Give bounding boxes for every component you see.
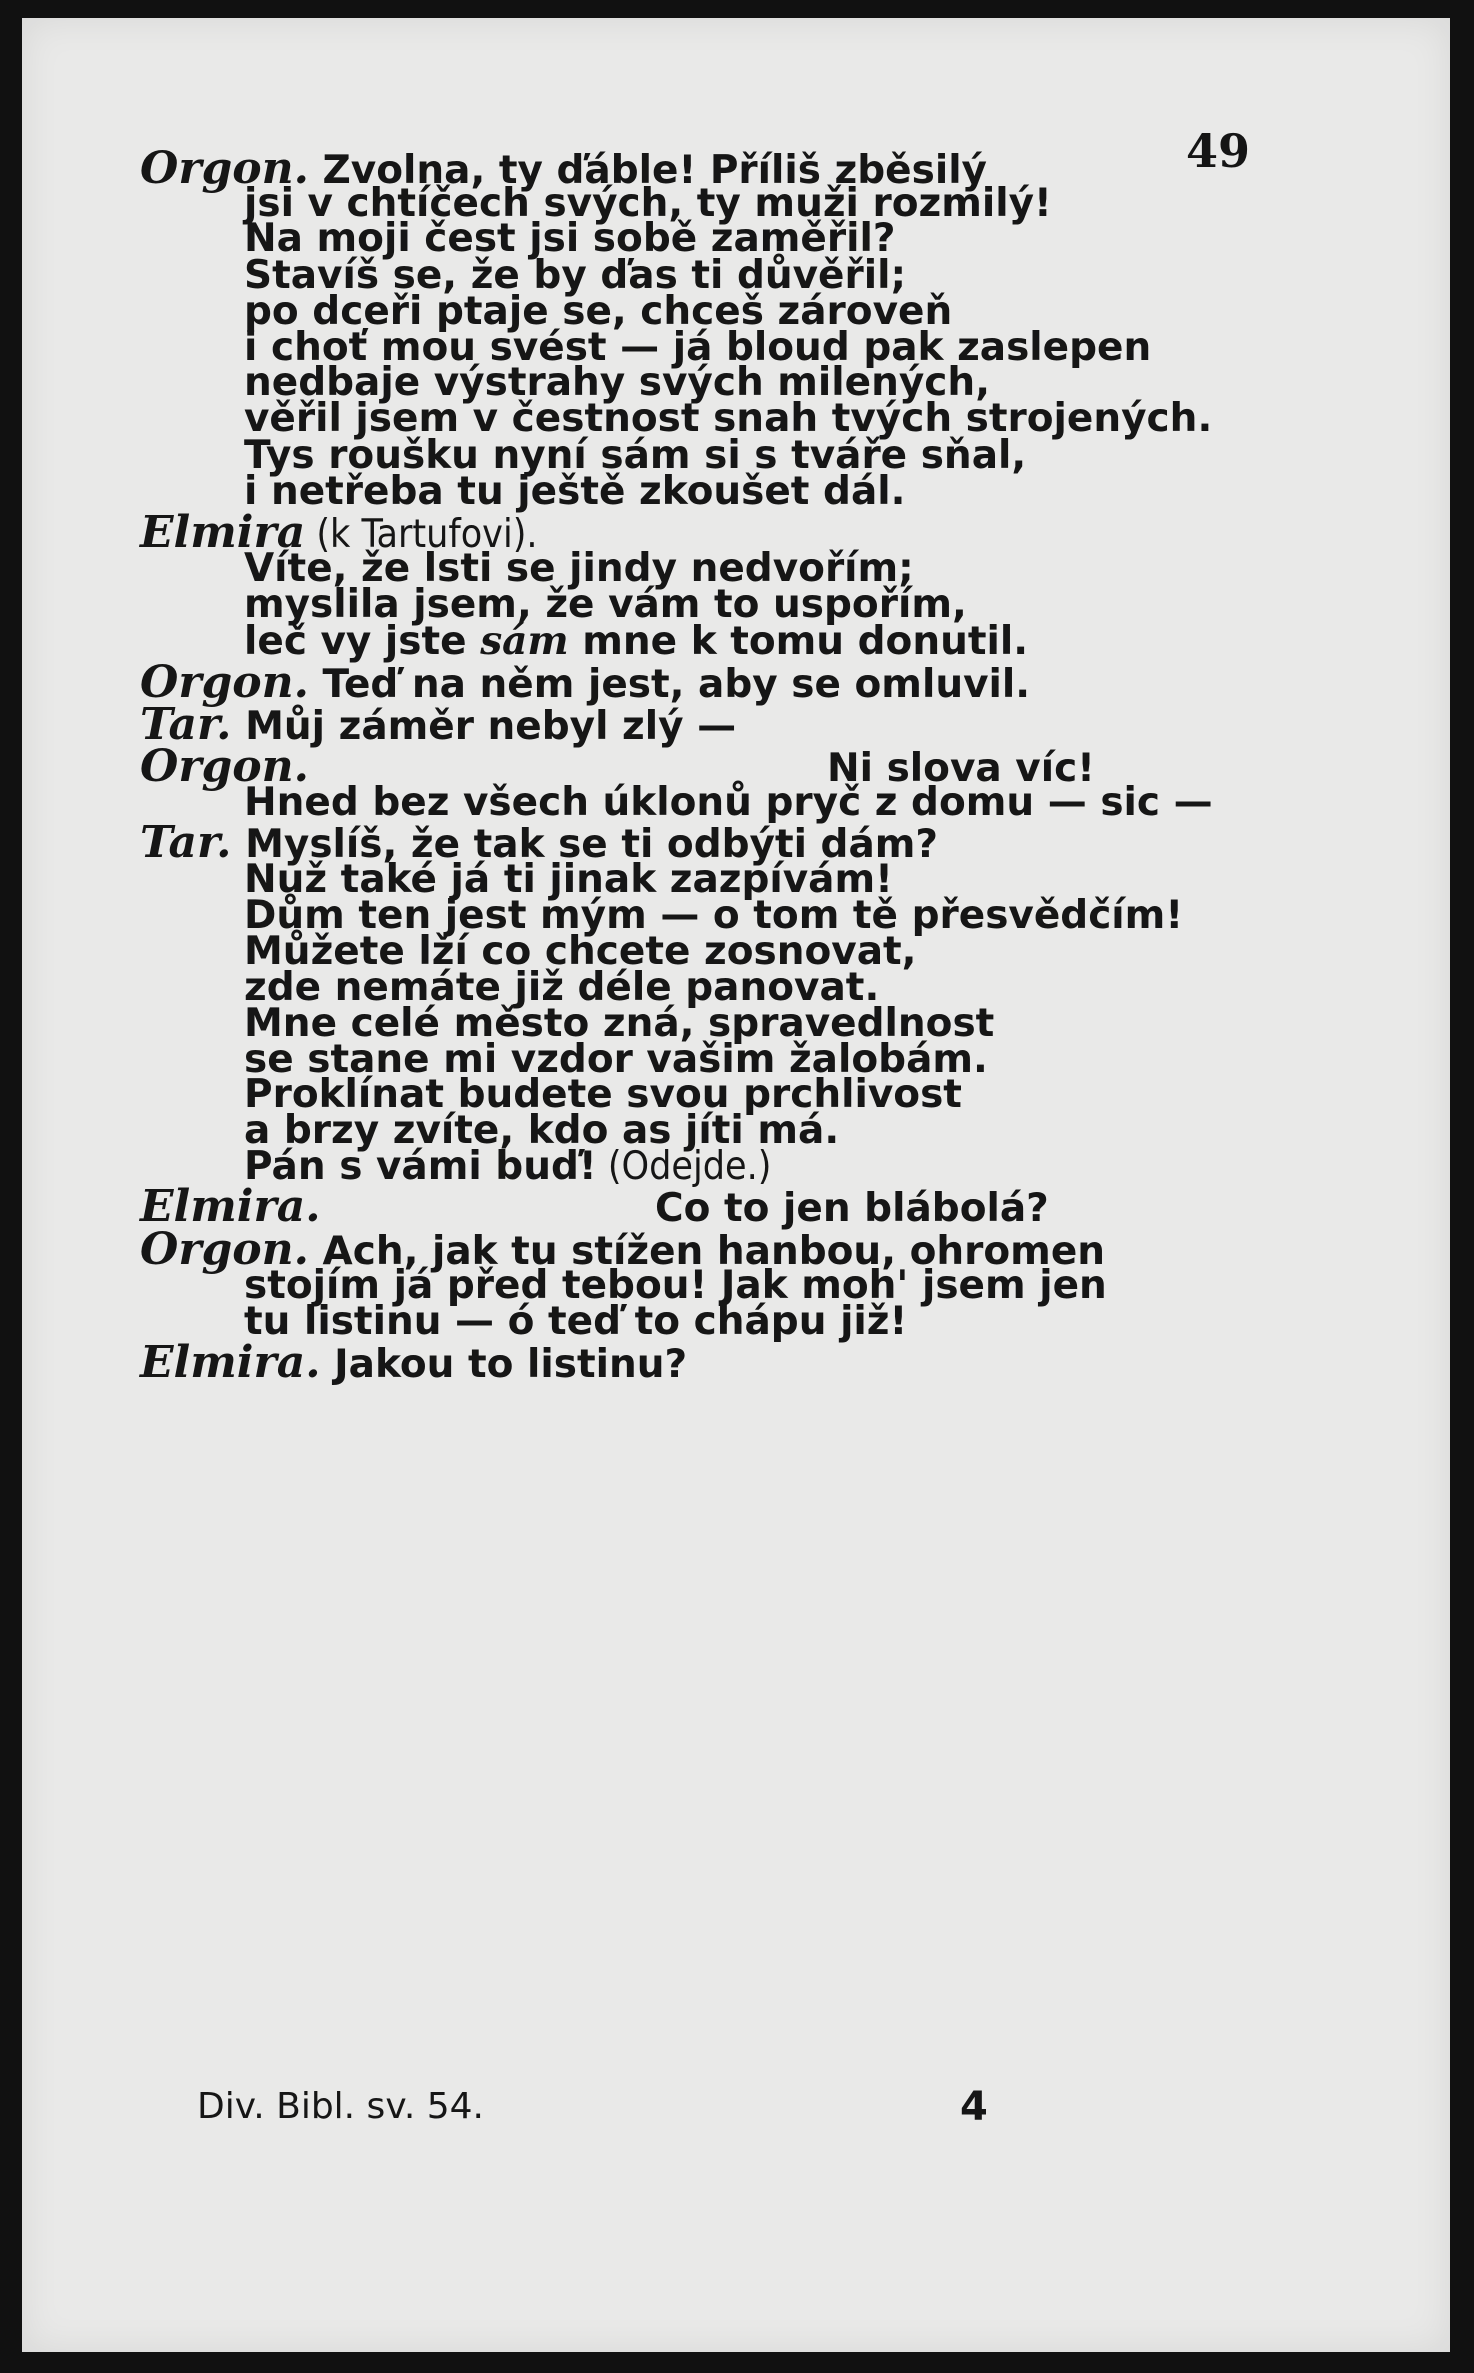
verse-text: Stavíš se, že by ďas ti důvěřil; xyxy=(244,253,907,298)
speaker-label: Orgon. xyxy=(140,143,309,194)
speaker-label: Orgon. xyxy=(140,1224,309,1275)
verse-text: jsi v chtíčech svých, ty muži rozmilý! xyxy=(244,181,1052,226)
speaker-label: Elmira. xyxy=(140,1337,321,1388)
footer-imprint: Div. Bibl. sv. 54. xyxy=(197,2086,484,2127)
speaker-label: Elmira. xyxy=(140,1181,321,1232)
verse-text: Myslíš, že tak se ti odbýti dám? xyxy=(231,822,939,867)
verse-text: Mne celé město zná, spravedlnost xyxy=(244,1001,995,1046)
verse-text: Zvolna, ty ďáble! Příliš zběsilý xyxy=(308,148,987,193)
speaker-label: Tar. xyxy=(140,817,232,868)
emphasis-text: sám xyxy=(480,618,569,664)
verse-text: se stane mi vzdor vašim žalobám. xyxy=(244,1037,988,1082)
verse-text: Ni slova víc! xyxy=(827,746,1095,791)
verse-text: Na moji čest jsi sobě zaměřil? xyxy=(244,216,896,261)
verse-text: i choť mou svést — já bloud pak zaslepen xyxy=(244,325,1152,370)
verse-text: Pán s vámi buď! xyxy=(244,1144,597,1189)
verse-text: tu listinu — ó teď to chápu již! xyxy=(244,1299,908,1344)
verse-text: Proklínat budete svou prchlivost xyxy=(244,1072,962,1117)
verse-text: Můj záměr nebyl zlý — xyxy=(231,704,737,749)
speaker-label: Orgon. xyxy=(140,741,309,792)
verse-text: nedbaje výstrahy svých milených, xyxy=(244,360,991,405)
verse-text: i netřeba tu ještě zkoušet dál. xyxy=(244,469,906,514)
verse-text: Teď na něm jest, aby se omluvil. xyxy=(308,662,1031,707)
verse-text: leč vy jste xyxy=(244,619,481,664)
verse-text: stojím já před tebou! Jak moh' jsem jen xyxy=(244,1263,1107,1308)
verse-text: Tys roušku nyní sám si s tváře sňal, xyxy=(244,433,1027,478)
verse-text: Jakou to listinu? xyxy=(320,1342,688,1387)
verse-text: mne k tomu donutil. xyxy=(568,619,1029,664)
verse-text: Dům ten jest mým — o tom tě přesvědčím! xyxy=(244,893,1184,938)
verse-text: zde nemáte již déle panovat. xyxy=(244,965,880,1010)
verse-text: Ach, jak tu stížen hanbou, ohromen xyxy=(308,1229,1106,1274)
signature-mark: 4 xyxy=(960,2084,988,2130)
book-page xyxy=(22,18,1450,2352)
verse-text: po dceři ptaje se, chceš zároveň xyxy=(244,289,953,334)
verse-text: Co to jen blábolá? xyxy=(655,1186,1049,1231)
verse-text: a brzy zvíte, kdo as jíti má. xyxy=(244,1108,840,1153)
text-line xyxy=(140,1338,687,1390)
verse-text: Víte, že lsti se jindy nedvořím; xyxy=(244,546,914,591)
verse-text: Hned bez všech úklonů pryč z domu — sic — xyxy=(244,780,1213,825)
speaker-label: Orgon. xyxy=(140,657,309,708)
stage-direction: (Odejde.) xyxy=(596,1144,772,1189)
speaker-label: Tar. xyxy=(140,699,232,750)
verse-text: myslila jsem, že vám to uspořím, xyxy=(244,582,967,627)
verse-text: Můžete lží co chcete zosnovat, xyxy=(244,929,917,974)
page-number: 49 xyxy=(1185,124,1250,178)
verse-text: věřil jsem v čestnost snah tvých strojených. xyxy=(244,396,1213,441)
verse-text: Nuž také já ti jinak zazpívám! xyxy=(244,857,893,902)
speaker-label: Elmira xyxy=(140,507,306,558)
stage-direction: (k Tartufovi). xyxy=(305,512,538,557)
